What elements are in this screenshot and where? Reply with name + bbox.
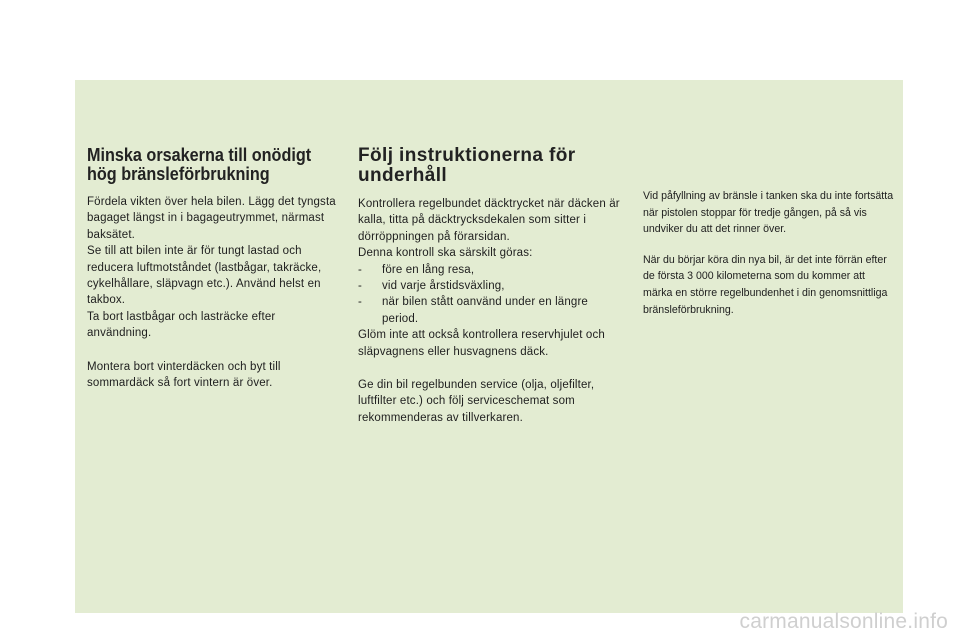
heading-line-1: Minska orsakerna till onödigt <box>87 145 312 165</box>
paragraph-weight: Fördela vikten över hela bilen. Lägg det tyngsta bagaget längst in i bagageutrymmet, närmast baksätet. <box>87 196 336 241</box>
list-item: - när bilen stått oanvänd under en längre period. <box>358 294 626 327</box>
paragraph-service: Ge din bil regelbunden service (olja, oljefilter, luftfilter etc.) och följ serviceschemat som rekommenderas av tillverkaren. <box>358 379 595 424</box>
section-heading <box>358 146 626 186</box>
section-refuelling <box>643 188 895 318</box>
watermark-text: carmanualsonline.info <box>739 610 948 633</box>
list-item: - före en lång resa, <box>358 262 626 278</box>
section-maintenance <box>358 146 626 426</box>
heading-line-1: Följ instruktionerna för <box>358 145 576 166</box>
paragraph-load: Se till att bilen inte är för tungt lastad och reducera luftmotståndet (lastbågar, takräcke, cykelhållare, släpvagn etc.). Använd helst en takbox. <box>87 245 322 307</box>
list-item: - vid varje årstidsväxling, <box>358 278 626 294</box>
paragraph-spare-wheel: Glöm inte att också kontrollera reservhjulet och släpvagnens eller husvagnens däck. <box>358 329 605 358</box>
heading-line-2: underhåll <box>358 165 448 186</box>
paragraph-winter-tyres: Montera bort vinterdäcken och byt till sommardäck så fort vintern är över. <box>87 360 281 390</box>
paragraph-tyre-pressure: Kontrollera regelbundet däcktrycket när däcken är kalla, titta på däcktrycksdekalen som sitter i dörröppningen på förarsidan. <box>358 198 620 243</box>
paragraph-refuelling: Vid påfyllning av bränsle i tanken ska du inte fortsätta när pistolen stoppar för tredje gången, på så vis undviker du att det rinner över. <box>643 190 894 236</box>
section-heading <box>87 146 339 184</box>
paragraph-check-when: Denna kontroll ska särskilt göras: <box>358 247 533 260</box>
paragraph-roof-bars: Ta bort lastbågar och lasträcke efter användning. <box>87 310 276 340</box>
heading-line-2: hög bränsleförbrukning <box>87 164 270 184</box>
check-list <box>358 262 626 328</box>
section-reduce-consumption <box>87 146 337 391</box>
paragraph-new-car: När du börjar köra din nya bil, är det inte förrän efter de första 3 000 kilometerna som du kommer att märka en större regelbundenhet i din genomsnittliga bränsleförbrukning. <box>643 253 888 316</box>
